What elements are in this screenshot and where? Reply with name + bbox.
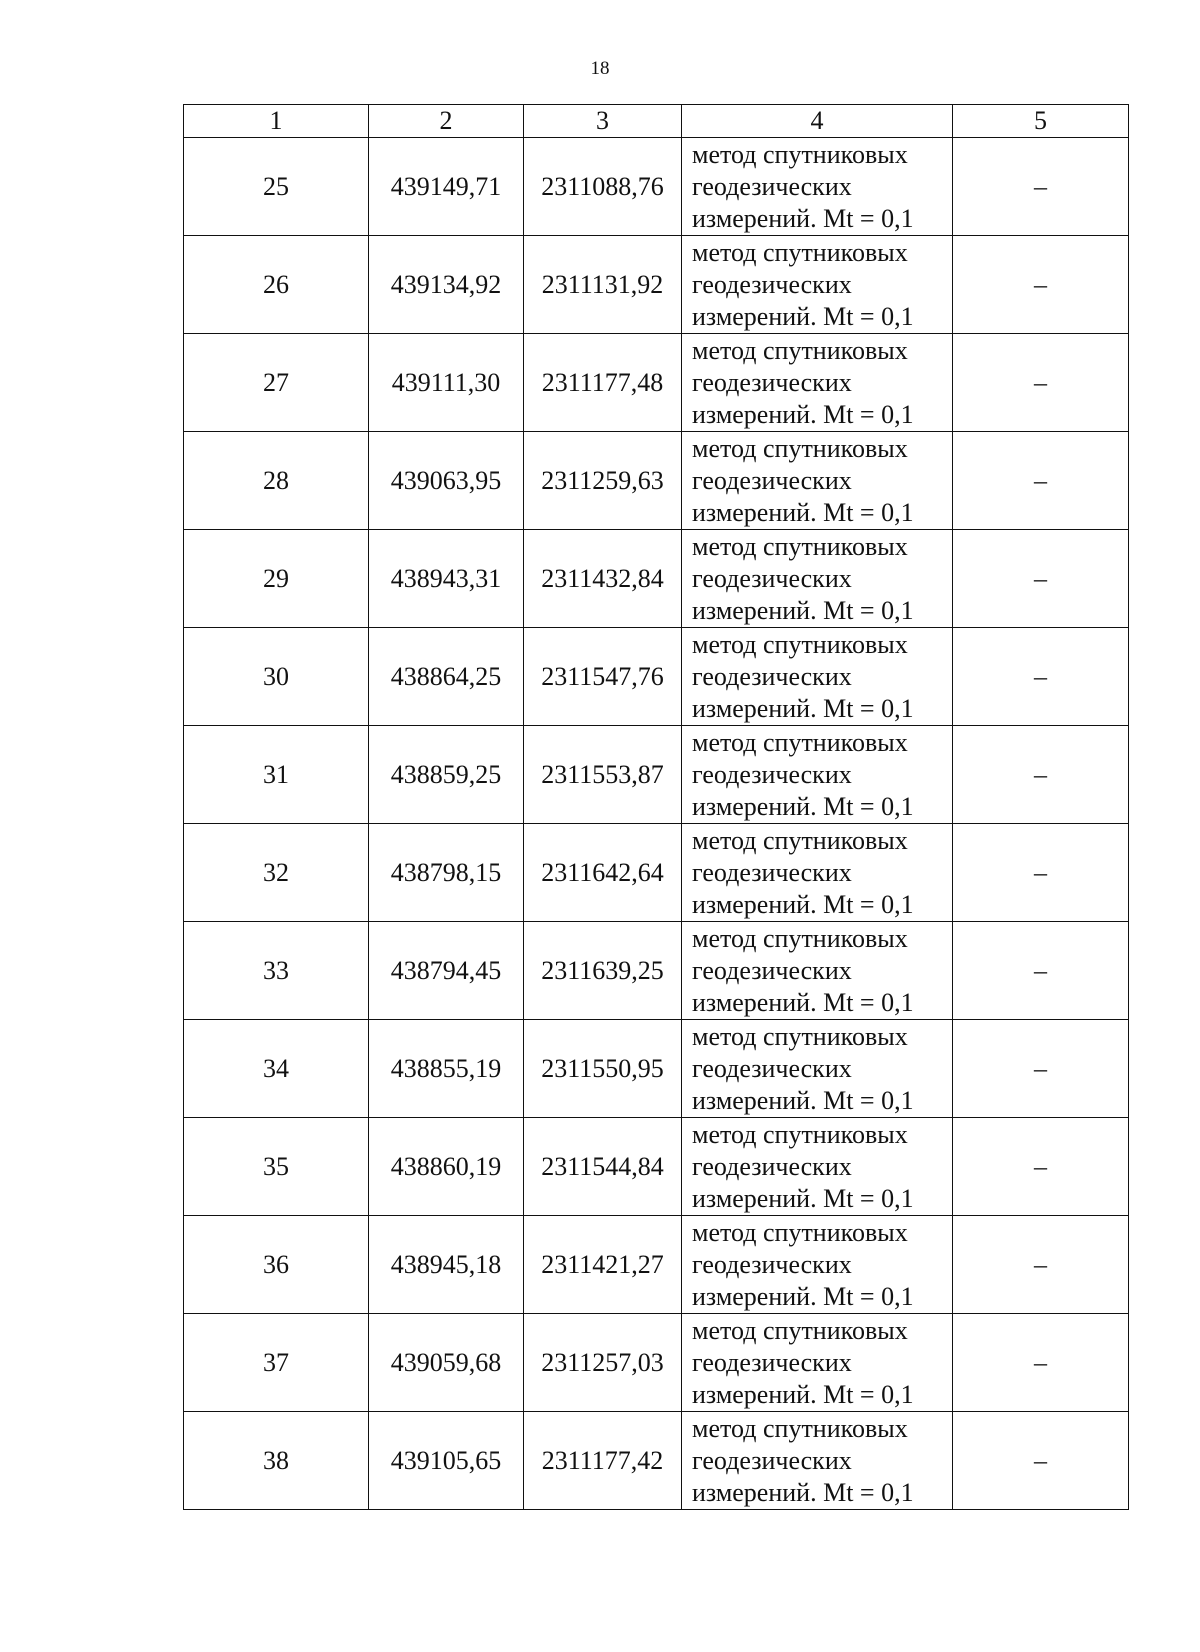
point-number-cell: 27: [184, 334, 369, 432]
y-coordinate-cell: 2311547,76: [524, 628, 682, 726]
header-col-5: 5: [953, 105, 1129, 138]
coordinates-table: [183, 104, 1129, 1510]
method-line: геодезических: [692, 1151, 852, 1181]
y-coordinate-cell: 2311421,27: [524, 1216, 682, 1314]
y-coordinate-cell: 2311550,95: [524, 1020, 682, 1118]
table-row: [184, 530, 1129, 628]
point-number-cell: 35: [184, 1118, 369, 1216]
note-cell: –: [953, 1020, 1129, 1118]
point-number-cell: 36: [184, 1216, 369, 1314]
method-line: геодезических: [692, 661, 852, 691]
table-row: [184, 726, 1129, 824]
method-line: геодезических: [692, 759, 852, 789]
x-coordinate-cell: 438859,25: [369, 726, 524, 824]
method-line: метод спутниковых: [692, 335, 908, 365]
method-cell: [682, 726, 953, 824]
table-row: [184, 824, 1129, 922]
point-number-cell: 34: [184, 1020, 369, 1118]
method-cell: [682, 1020, 953, 1118]
method-cell: [682, 1314, 953, 1412]
method-line: измерений. Mt = 0,1: [692, 693, 914, 723]
method-line: геодезических: [692, 1053, 852, 1083]
method-line: измерений. Mt = 0,1: [692, 1477, 914, 1507]
note-cell: –: [953, 726, 1129, 824]
method-line: геодезических: [692, 269, 852, 299]
x-coordinate-cell: 438945,18: [369, 1216, 524, 1314]
y-coordinate-cell: 2311544,84: [524, 1118, 682, 1216]
table-body: [184, 138, 1129, 1510]
note-cell: –: [953, 1118, 1129, 1216]
method-line: измерений. Mt = 0,1: [692, 301, 914, 331]
table-row: [184, 1118, 1129, 1216]
method-line: геодезических: [692, 465, 852, 495]
method-cell: [682, 236, 953, 334]
method-line: измерений. Mt = 0,1: [692, 595, 914, 625]
note-cell: –: [953, 628, 1129, 726]
table-header: [184, 105, 1129, 138]
table-row: [184, 432, 1129, 530]
header-col-2: 2: [369, 105, 524, 138]
method-line: измерений. Mt = 0,1: [692, 889, 914, 919]
note-cell: –: [953, 922, 1129, 1020]
method-line: метод спутниковых: [692, 531, 908, 561]
x-coordinate-cell: 439063,95: [369, 432, 524, 530]
table-row: [184, 1412, 1129, 1510]
y-coordinate-cell: 2311177,48: [524, 334, 682, 432]
method-line: измерений. Mt = 0,1: [692, 791, 914, 821]
note-cell: –: [953, 334, 1129, 432]
point-number-cell: 26: [184, 236, 369, 334]
method-line: метод спутниковых: [692, 727, 908, 757]
method-line: геодезических: [692, 1347, 852, 1377]
y-coordinate-cell: 2311259,63: [524, 432, 682, 530]
point-number-cell: 25: [184, 138, 369, 236]
y-coordinate-cell: 2311257,03: [524, 1314, 682, 1412]
note-cell: –: [953, 432, 1129, 530]
point-number-cell: 28: [184, 432, 369, 530]
table-row: [184, 334, 1129, 432]
note-cell: –: [953, 1412, 1129, 1510]
table-row: [184, 1216, 1129, 1314]
y-coordinate-cell: 2311639,25: [524, 922, 682, 1020]
method-cell: [682, 1118, 953, 1216]
method-line: измерений. Mt = 0,1: [692, 1183, 914, 1213]
table-row: [184, 922, 1129, 1020]
x-coordinate-cell: 439149,71: [369, 138, 524, 236]
x-coordinate-cell: 439059,68: [369, 1314, 524, 1412]
method-cell: [682, 530, 953, 628]
header-col-4: 4: [682, 105, 953, 138]
x-coordinate-cell: 438943,31: [369, 530, 524, 628]
method-cell: [682, 1216, 953, 1314]
method-line: измерений. Mt = 0,1: [692, 203, 914, 233]
x-coordinate-cell: 439105,65: [369, 1412, 524, 1510]
method-line: метод спутниковых: [692, 433, 908, 463]
method-line: геодезических: [692, 171, 852, 201]
page-number: 18: [590, 58, 610, 79]
method-line: геодезических: [692, 857, 852, 887]
method-line: измерений. Mt = 0,1: [692, 1085, 914, 1115]
x-coordinate-cell: 438855,19: [369, 1020, 524, 1118]
method-cell: [682, 334, 953, 432]
method-line: измерений. Mt = 0,1: [692, 399, 914, 429]
method-line: метод спутниковых: [692, 1217, 908, 1247]
method-line: геодезических: [692, 367, 852, 397]
y-coordinate-cell: 2311432,84: [524, 530, 682, 628]
x-coordinate-cell: 438860,19: [369, 1118, 524, 1216]
table-row: [184, 1314, 1129, 1412]
method-line: измерений. Mt = 0,1: [692, 497, 914, 527]
method-line: измерений. Mt = 0,1: [692, 1281, 914, 1311]
x-coordinate-cell: 438794,45: [369, 922, 524, 1020]
header-col-3: 3: [524, 105, 682, 138]
point-number-cell: 30: [184, 628, 369, 726]
y-coordinate-cell: 2311642,64: [524, 824, 682, 922]
y-coordinate-cell: 2311177,42: [524, 1412, 682, 1510]
table-row: [184, 236, 1129, 334]
point-number-cell: 33: [184, 922, 369, 1020]
x-coordinate-cell: 438798,15: [369, 824, 524, 922]
method-line: метод спутниковых: [692, 1119, 908, 1149]
method-cell: [682, 432, 953, 530]
method-cell: [682, 138, 953, 236]
table-row: [184, 138, 1129, 236]
point-number-cell: 38: [184, 1412, 369, 1510]
method-cell: [682, 922, 953, 1020]
method-line: метод спутниковых: [692, 923, 908, 953]
note-cell: –: [953, 138, 1129, 236]
point-number-cell: 32: [184, 824, 369, 922]
point-number-cell: 37: [184, 1314, 369, 1412]
note-cell: –: [953, 1314, 1129, 1412]
method-line: метод спутниковых: [692, 139, 908, 169]
method-cell: [682, 1412, 953, 1510]
note-cell: –: [953, 1216, 1129, 1314]
note-cell: –: [953, 824, 1129, 922]
method-cell: [682, 824, 953, 922]
header-col-1: 1: [184, 105, 369, 138]
method-line: измерений. Mt = 0,1: [692, 1379, 914, 1409]
table-row: [184, 628, 1129, 726]
table-row: [184, 1020, 1129, 1118]
note-cell: –: [953, 530, 1129, 628]
method-line: метод спутниковых: [692, 1021, 908, 1051]
method-line: метод спутниковых: [692, 825, 908, 855]
method-line: геодезических: [692, 955, 852, 985]
method-cell: [682, 628, 953, 726]
x-coordinate-cell: 438864,25: [369, 628, 524, 726]
x-coordinate-cell: 439134,92: [369, 236, 524, 334]
x-coordinate-cell: 439111,30: [369, 334, 524, 432]
y-coordinate-cell: 2311131,92: [524, 236, 682, 334]
y-coordinate-cell: 2311088,76: [524, 138, 682, 236]
note-cell: –: [953, 236, 1129, 334]
method-line: метод спутниковых: [692, 1413, 908, 1443]
method-line: измерений. Mt = 0,1: [692, 987, 914, 1017]
header-row: [184, 105, 1129, 138]
y-coordinate-cell: 2311553,87: [524, 726, 682, 824]
method-line: геодезических: [692, 1445, 852, 1475]
point-number-cell: 29: [184, 530, 369, 628]
method-line: метод спутниковых: [692, 1315, 908, 1345]
method-line: метод спутниковых: [692, 629, 908, 659]
method-line: геодезических: [692, 1249, 852, 1279]
method-line: метод спутниковых: [692, 237, 908, 267]
method-line: геодезических: [692, 563, 852, 593]
point-number-cell: 31: [184, 726, 369, 824]
